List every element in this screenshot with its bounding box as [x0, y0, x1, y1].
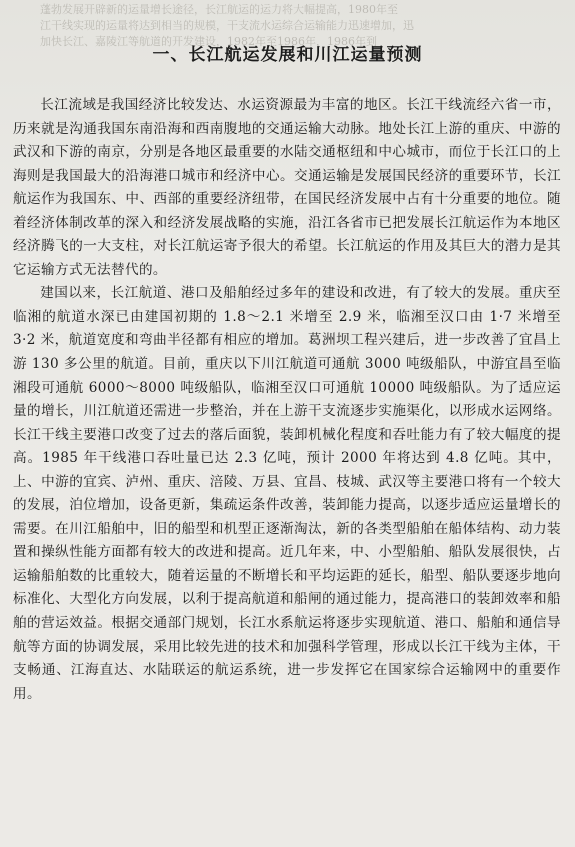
body-text	[13, 94, 561, 706]
paragraph: 长江流域是我国经济比较发达、水运资源最为丰富的地区。长江干线流经六省一市，历来就是沟通我国东南沿海和西南腹地的交通运输大动脉。地处长江上游的重庆、中游的武汉和下游的南京，分别是各地区最重要的水陆交通枢纽和中心城市，而位于长江口的上海则是我国最大的沿海港口城市和经济中心。交通运输是发展国民经济的重要环节，长江航运作为我国东、中、西部的重要经济纽带，在国民经济发展中占有十分重要的地位。随着经济体制改革的深入和经济发展战略的实施，沿江各省市已把发展长江航运作为本地区经济腾飞的一大支柱，对长江航运寄予很大的希望。长江航运的作用及其巨大的潜力是其它运输方式无法替代的。	[13, 97, 561, 278]
bleed-line: 加快长江、嘉陵江等航道的开发建设，1982年至1986年，1986年到	[40, 35, 377, 48]
section-title: 一、长江航运发展和川江运量预测	[152, 45, 423, 65]
bleed-line: 蓬勃发展开辟新的运量增长途径，长江航运的运力将大幅提高，1980年至	[40, 3, 398, 16]
bleed-line: 江干线实现的运量将达到相当的规模，干支流水运综合运输能力迅速增加，迅	[40, 19, 414, 32]
paragraph: 建国以来，长江航道、港口及船舶经过多年的建设和改进，有了较大的发展。重庆至临湘的航道水深已由建国初期的 1.8～2.1 米增至 2.9 米，临湘至汉口由 1·7 米增至 3·2 米，航道宽度和弯曲半径都有相应的增加。葛洲坝工程兴建后，进一步改善了宜昌上游 130 多公里的航道。目前，重庆以下川江航道可通航 3000 吨级船队，中游宜昌至临湘段可通航 6000～8000 吨级船队，临湘至汉口可通航 10000 吨级船队。为了适应运量的增长，川江航道还需进一步整治，并在上游干支流逐步实施渠化，以形成水运网络。长江干线主要港口改变了过去的落后面貌，装卸机械化程度和吞吐能力有了较大幅度的提高。1985 年干线港口吞吐量已达 2.3 亿吨，预计 2000 年将达到 4.8 亿吨。其中，上、中游的宜宾、泸州、重庆、涪陵、万县、宜昌、枝城、武汉等主要港口将有一个较大的发展，泊位增加，设备更新，集疏运条件改善，装卸能力提高，以逐步适应运量增长的需要。在川江船舶中，旧的船型和机型正逐渐淘汰，新的各类型船舶在船体结构、动力装置和操纵性能方面都有较大的改进和提高。近几年来，中、小型船舶、船队发展很快，占运输船舶数的比重较大，随着运量的不断增长和平均运距的延长，船型、船队要逐步地向标准化、大型化方向发展，以利于提高航道和船闸的通过能力，提高港口的装卸效率和船舶的营运效益。根据交通部门规划，长江水系航运将逐步实现航道、港口、船舶和通信导航等方面的协调发展，采用比较先进的技术和加强科学管理，形成以长江干线为主体，干支畅通、江海直达、水陆联运的航运系统，进一步发挥它在国家综合运输网中的重要作用。	[13, 285, 561, 702]
